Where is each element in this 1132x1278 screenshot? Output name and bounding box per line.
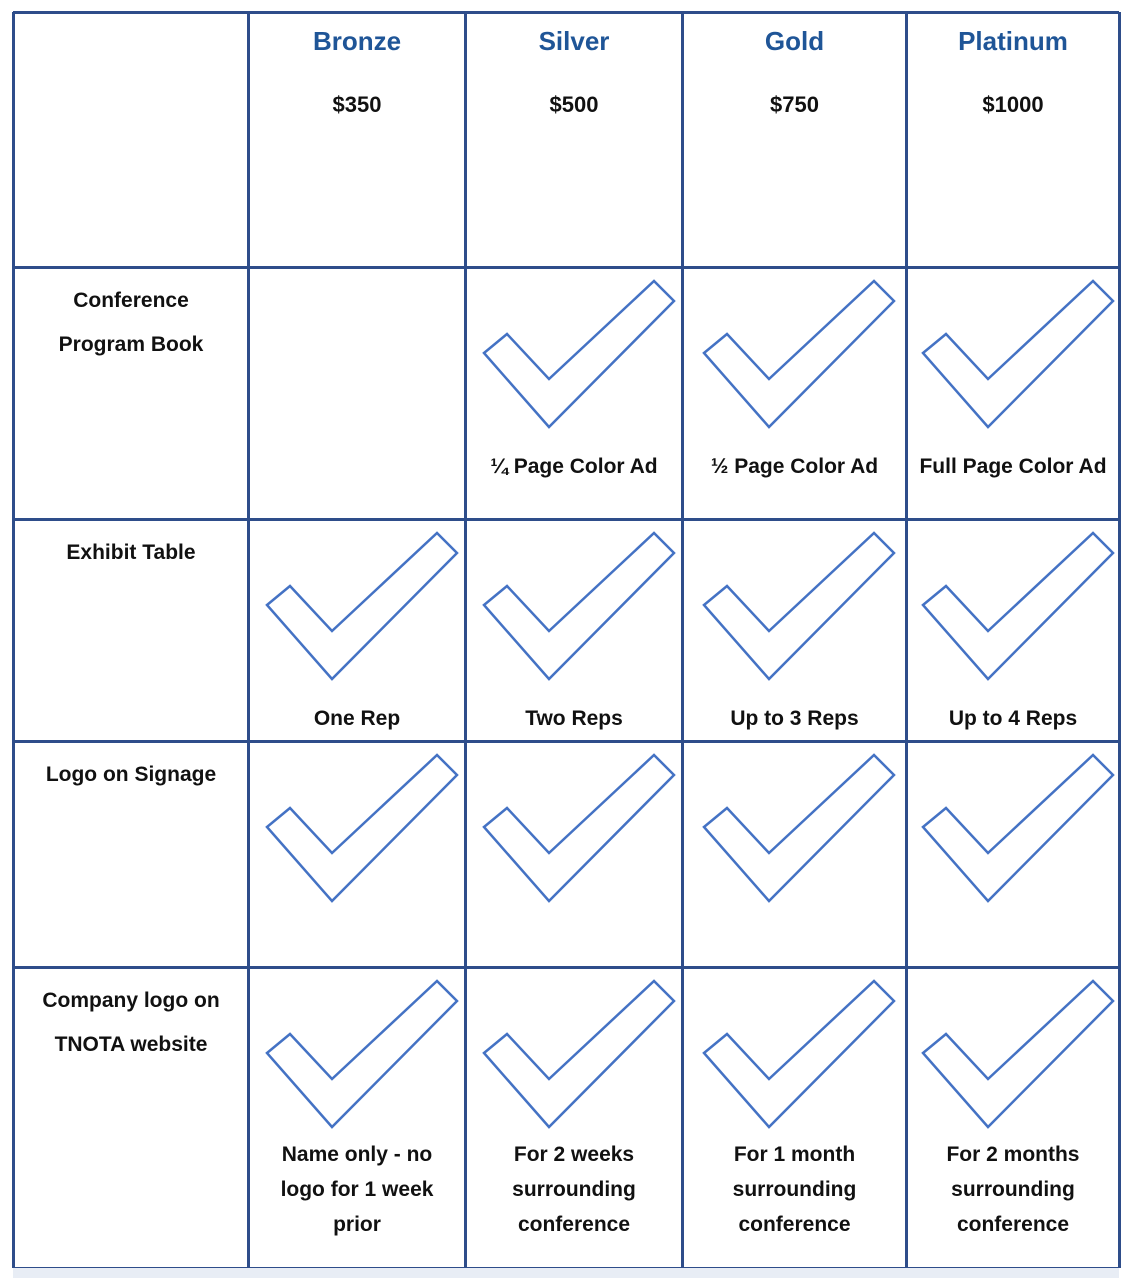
sponsorship-table bbox=[13, 12, 1119, 1268]
benefit-cell bbox=[250, 969, 464, 1267]
benefit-cell bbox=[908, 969, 1118, 1267]
row-label: Company logo on TNOTA website bbox=[42, 989, 220, 1056]
checkmark-outline-icon bbox=[702, 979, 898, 1133]
benefit-note: For 2 months surrounding conference bbox=[946, 1143, 1080, 1236]
tier-price: $350 bbox=[332, 92, 382, 117]
benefit-cell bbox=[250, 521, 464, 740]
bottom-band bbox=[13, 1268, 1119, 1278]
benefit-cell bbox=[908, 521, 1118, 740]
benefit-note: Up to 4 Reps bbox=[948, 707, 1078, 730]
tier-price: $750 bbox=[770, 92, 819, 117]
row-label: Logo on Signage bbox=[45, 763, 217, 786]
checkmark-outline-icon bbox=[482, 979, 678, 1133]
tier-price: $500 bbox=[549, 92, 599, 117]
benefit-cell bbox=[684, 743, 905, 966]
row-label: Exhibit Table bbox=[66, 541, 196, 564]
benefit-note: ¼ Page Color Ad bbox=[490, 455, 658, 478]
tier-name: Platinum bbox=[958, 26, 1068, 56]
benefit-note: For 1 month surrounding conference bbox=[732, 1143, 857, 1236]
tier-name: Gold bbox=[764, 26, 825, 56]
checkmark-outline-icon bbox=[702, 753, 898, 907]
row-label-cell bbox=[15, 269, 247, 518]
benefit-cell bbox=[908, 743, 1118, 966]
row-label-cell bbox=[15, 521, 247, 740]
checkmark-outline-icon bbox=[921, 531, 1117, 685]
benefit-cell bbox=[684, 269, 905, 518]
tier-price: $1000 bbox=[982, 92, 1044, 117]
checkmark-outline-icon bbox=[482, 279, 678, 433]
benefit-cell bbox=[250, 743, 464, 966]
tier-header-gold bbox=[684, 14, 905, 266]
checkmark-outline-icon bbox=[482, 753, 678, 907]
benefit-note: One Rep bbox=[313, 707, 401, 730]
header-corner-cell bbox=[15, 14, 247, 266]
benefit-cell bbox=[467, 269, 681, 518]
tier-name: Silver bbox=[538, 26, 610, 56]
row-label-cell bbox=[15, 969, 247, 1267]
benefit-cell bbox=[250, 269, 464, 518]
tier-header-bronze bbox=[250, 14, 464, 266]
benefit-note: For 2 weeks surrounding conference bbox=[512, 1143, 636, 1236]
checkmark-outline-icon bbox=[482, 531, 678, 685]
row-label: Conference Program Book bbox=[58, 289, 204, 356]
benefit-cell bbox=[467, 521, 681, 740]
grid-line-vertical bbox=[1118, 12, 1121, 1268]
checkmark-outline-icon bbox=[921, 753, 1117, 907]
checkmark-outline-icon bbox=[265, 979, 461, 1133]
checkmark-outline-icon bbox=[921, 279, 1117, 433]
benefit-note: Full Page Color Ad bbox=[919, 455, 1107, 478]
checkmark-outline-icon bbox=[921, 979, 1117, 1133]
benefit-cell bbox=[467, 743, 681, 966]
row-label-cell bbox=[15, 743, 247, 966]
checkmark-outline-icon bbox=[265, 753, 461, 907]
benefit-note: ½ Page Color Ad bbox=[710, 455, 879, 478]
benefit-cell bbox=[467, 969, 681, 1267]
checkmark-outline-icon bbox=[702, 279, 898, 433]
tier-name: Bronze bbox=[312, 26, 402, 56]
checkmark-outline-icon bbox=[702, 531, 898, 685]
checkmark-outline-icon bbox=[265, 531, 461, 685]
benefit-cell bbox=[908, 269, 1118, 518]
benefit-cell bbox=[684, 969, 905, 1267]
benefit-note: Up to 3 Reps bbox=[730, 707, 859, 730]
tier-header-silver bbox=[467, 14, 681, 266]
benefit-note: Two Reps bbox=[525, 707, 623, 730]
benefit-note: Name only - no logo for 1 week prior bbox=[280, 1143, 434, 1236]
benefit-cell bbox=[684, 521, 905, 740]
tier-header-platinum bbox=[908, 14, 1118, 266]
